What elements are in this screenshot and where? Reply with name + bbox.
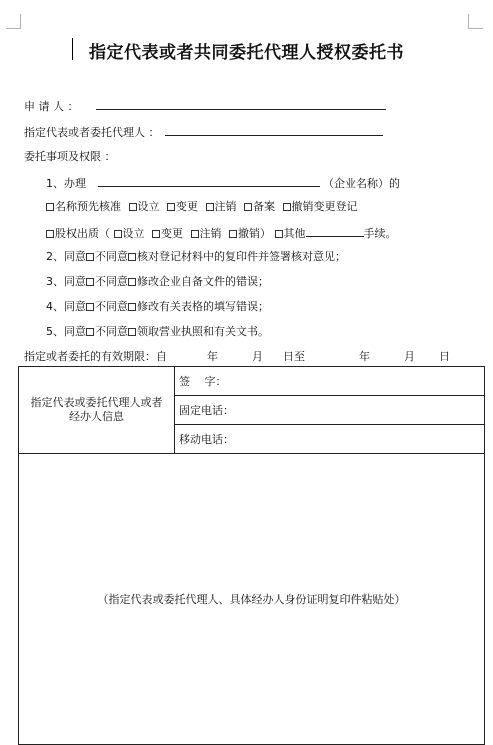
item2-prefix: 2、同意 xyxy=(46,250,86,263)
option-revoke-change: 撤销变更登记 xyxy=(291,200,358,213)
corner-mark-right xyxy=(468,14,483,29)
option-end: 手续。 xyxy=(363,227,397,240)
info-table xyxy=(18,366,485,745)
option-filing: 备案 xyxy=(253,200,275,213)
checkbox-cancel[interactable] xyxy=(206,203,214,211)
checkbox-pledge-establish[interactable] xyxy=(114,230,122,238)
option-establish: 设立 xyxy=(137,200,160,213)
option-pledge-establish: 设立 xyxy=(122,227,145,240)
item5-line xyxy=(46,325,269,339)
item5-text: 领取营业执照和有关文书。 xyxy=(137,325,269,338)
options-row1 xyxy=(46,200,358,214)
item5-mid: 不同意 xyxy=(95,325,128,338)
sign-cell[interactable] xyxy=(175,367,485,396)
matters-label: 委托事项及权限 ： xyxy=(24,150,116,163)
applicant-line xyxy=(24,98,386,114)
item1-prefix: 1、办理 xyxy=(46,177,86,190)
option-pledge-revoke: 撤销 xyxy=(238,227,260,240)
mobile-cell[interactable] xyxy=(175,425,485,454)
matters-line xyxy=(24,150,116,164)
phone-cell[interactable] xyxy=(175,396,485,425)
item4-prefix: 4、同意 xyxy=(46,300,86,313)
info-left-cell xyxy=(19,367,175,454)
validity-month2: 月 xyxy=(404,350,415,363)
item5-prefix: 5、同意 xyxy=(46,325,86,338)
option-cancel: 注销 xyxy=(214,200,237,213)
id-copy-paste-area xyxy=(19,454,485,745)
checkbox-item5-disagree[interactable] xyxy=(128,328,136,336)
checkbox-item2-agree[interactable] xyxy=(86,253,94,261)
checkbox-item4-disagree[interactable] xyxy=(128,303,136,311)
phone-label: 固定电话： xyxy=(179,404,234,417)
validity-label: 指定或者委托的有效期限：自 xyxy=(24,350,167,363)
checkbox-name-precheck[interactable] xyxy=(46,203,54,211)
validity-line xyxy=(24,350,450,364)
company-name-field[interactable] xyxy=(98,175,320,187)
checkbox-pledge-revoke[interactable] xyxy=(229,230,237,238)
item4-mid: 不同意 xyxy=(95,300,128,313)
checkbox-other[interactable] xyxy=(275,230,283,238)
item3-mid: 不同意 xyxy=(95,275,128,288)
option-pledge-cancel: 注销 xyxy=(199,227,222,240)
checkbox-establish[interactable] xyxy=(129,203,137,211)
sign-label: 签 字： xyxy=(179,375,227,388)
checkbox-item4-agree[interactable] xyxy=(86,303,94,311)
mobile-label: 移动电话： xyxy=(179,433,234,446)
checkbox-item2-disagree[interactable] xyxy=(128,253,136,261)
options-row2 xyxy=(46,225,397,241)
checkbox-revoke-change[interactable] xyxy=(283,203,291,211)
item2-line xyxy=(46,250,346,264)
checkbox-change[interactable] xyxy=(167,203,175,211)
item3-line xyxy=(46,275,269,289)
validity-day-to: 日至 xyxy=(283,350,305,363)
info-left-label: 指定代表或委托代理人或者经办人信息 xyxy=(30,396,163,423)
item2-mid: 不同意 xyxy=(95,250,128,263)
checkbox-pledge-change[interactable] xyxy=(152,230,160,238)
id-copy-note: （指定代表或委托代理人、具体经办人身份证明复印件粘贴处） xyxy=(97,593,406,606)
item3-text: 修改企业自备文件的错误； xyxy=(137,275,269,288)
option-change: 变更 xyxy=(176,200,198,213)
validity-month: 月 xyxy=(252,350,263,363)
agent-field[interactable] xyxy=(165,124,383,136)
checkbox-filing[interactable] xyxy=(244,203,252,211)
checkbox-item3-agree[interactable] xyxy=(86,278,94,286)
checkbox-item5-agree[interactable] xyxy=(86,328,94,336)
document-title: 指定代表或者共同委托代理人授权委托书 xyxy=(89,43,404,63)
item3-prefix: 3、同意 xyxy=(46,275,86,288)
checkbox-pledge-cancel[interactable] xyxy=(191,230,199,238)
applicant-field[interactable] xyxy=(96,98,386,110)
item1-suffix: （企业名称）的 xyxy=(323,177,400,190)
corner-mark-left xyxy=(6,14,21,29)
other-field[interactable] xyxy=(306,225,364,237)
validity-year2: 年 xyxy=(359,350,370,363)
option-name-precheck: 名称预先核准 xyxy=(55,200,121,213)
agent-label: 指定代表或者委托代理人 ： xyxy=(24,126,160,139)
validity-day2: 日 xyxy=(439,350,450,363)
checkbox-item3-disagree[interactable] xyxy=(128,278,136,286)
agent-line xyxy=(24,124,383,140)
applicant-label: 申 请 人 ： xyxy=(24,100,79,113)
option-pledge-change: 变更 xyxy=(161,227,183,240)
option-pledge-close: ） xyxy=(260,227,271,240)
validity-year: 年 xyxy=(207,350,218,363)
option-other: 其他 xyxy=(283,227,306,240)
item2-text: 核对登记材料中的复印件并签署核对意见； xyxy=(137,250,346,263)
option-equity-pledge: 股权出质（ xyxy=(55,227,110,240)
checkbox-equity-pledge[interactable] xyxy=(46,230,54,238)
item4-line xyxy=(46,300,269,314)
item4-text: 修改有关表格的填写错误； xyxy=(137,300,269,313)
item1-line xyxy=(46,175,400,191)
